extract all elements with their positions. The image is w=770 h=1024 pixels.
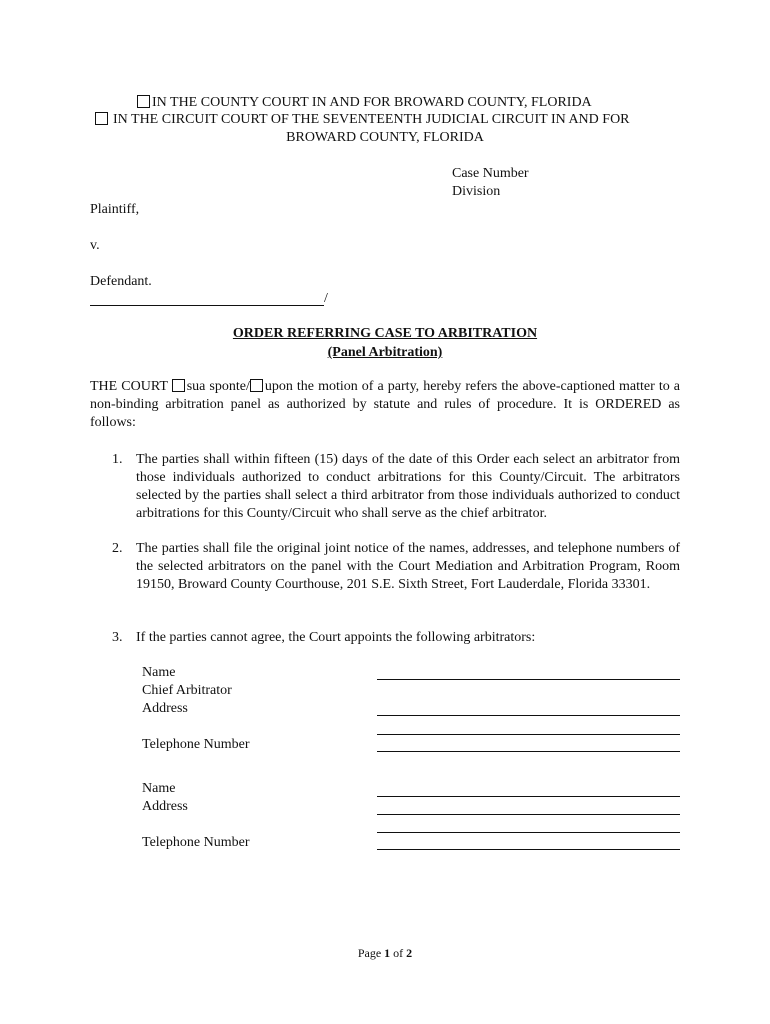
arb1-phone-line[interactable]	[377, 751, 680, 752]
item-text: If the parties cannot agree, the Court appoints the following arbitrators:	[136, 630, 536, 645]
versus-label: v.	[90, 238, 100, 253]
division-label: Division	[452, 184, 501, 199]
county-court-text: IN THE COUNTY COURT IN AND FOR BROWARD COUNTY, FLORIDA	[152, 95, 592, 110]
arb2-address-line-1[interactable]	[377, 814, 680, 815]
arb1-chief-label: Chief Arbitrator	[142, 683, 232, 698]
sua-sponte-checkbox[interactable]	[172, 379, 185, 392]
page-current: 1	[384, 946, 391, 960]
circuit-court-line	[95, 111, 630, 129]
arb2-address-line-2[interactable]	[377, 832, 680, 833]
item-text: The parties shall within fifteen (15) days of the date of this Order each select an arbitrator from those individuals authorized to conduct arbitrations for this County/Circuit. The arbitrators selected by the parties shall select a third arbitrator from those individuals authorized to conduct arbitrations for this County/Circuit who shall serve as the chief arbitrator.	[136, 452, 680, 521]
circuit-court-text: IN THE CIRCUIT COURT OF THE SEVENTEENTH JUDICIAL CIRCUIT IN AND FOR	[113, 112, 630, 127]
defendant-label: Defendant.	[90, 274, 152, 289]
arb2-phone-line[interactable]	[377, 849, 680, 850]
item-text: The parties shall file the original joint notice of the names, addresses, and telephone numbers of the selected arbitrators on the panel with the Court Mediation and Arbitration Program, Room 19150, Broward County Courthouse, 201 S.E. Sixth Street, Fort Lauderdale, Florida 33301.	[136, 541, 680, 592]
item-number: 1.	[112, 452, 123, 467]
circuit-court-checkbox[interactable]	[95, 112, 108, 125]
item-number: 3.	[112, 630, 123, 645]
intro-paragraph	[90, 378, 680, 432]
arb1-address-label: Address	[142, 701, 188, 716]
circuit-court-line2: BROWARD COUNTY, FLORIDA	[286, 130, 484, 145]
motion-checkbox[interactable]	[250, 379, 263, 392]
arb1-address-line-2[interactable]	[377, 734, 680, 735]
caption-slash: /	[324, 291, 328, 306]
case-number-label: Case Number	[452, 166, 529, 181]
plaintiff-label: Plaintiff,	[90, 202, 140, 217]
defendant-blank-line[interactable]	[90, 305, 324, 306]
arb1-phone-label: Telephone Number	[142, 737, 250, 752]
intro-start: THE COURT	[90, 379, 172, 394]
intro-rest: upon the motion of a party, hereby refers the above-captioned matter to a non-binding arbitration panel as authorized by statute and rules of procedure. It is ORDERED as follows:	[90, 379, 680, 430]
county-court-checkbox[interactable]	[137, 95, 150, 108]
page-total: 2	[406, 946, 413, 960]
arb2-name-line[interactable]	[377, 796, 680, 797]
order-title: ORDER REFERRING CASE TO ARBITRATION	[232, 326, 538, 341]
county-court-line	[137, 94, 592, 112]
arb2-phone-label: Telephone Number	[142, 835, 250, 850]
arb2-address-label: Address	[142, 799, 188, 814]
page-of: of	[390, 946, 407, 960]
sua-sponte-label: sua sponte/	[186, 379, 250, 394]
item-number: 2.	[112, 541, 123, 556]
page-footer	[0, 944, 770, 962]
arb1-name-line[interactable]	[377, 679, 680, 680]
order-subtitle: (Panel Arbitration)	[327, 345, 443, 360]
arb2-name-label: Name	[142, 781, 176, 796]
arb1-address-line-1[interactable]	[377, 715, 680, 716]
arb1-name-label: Name	[142, 665, 176, 680]
page-prefix: Page	[357, 946, 385, 960]
